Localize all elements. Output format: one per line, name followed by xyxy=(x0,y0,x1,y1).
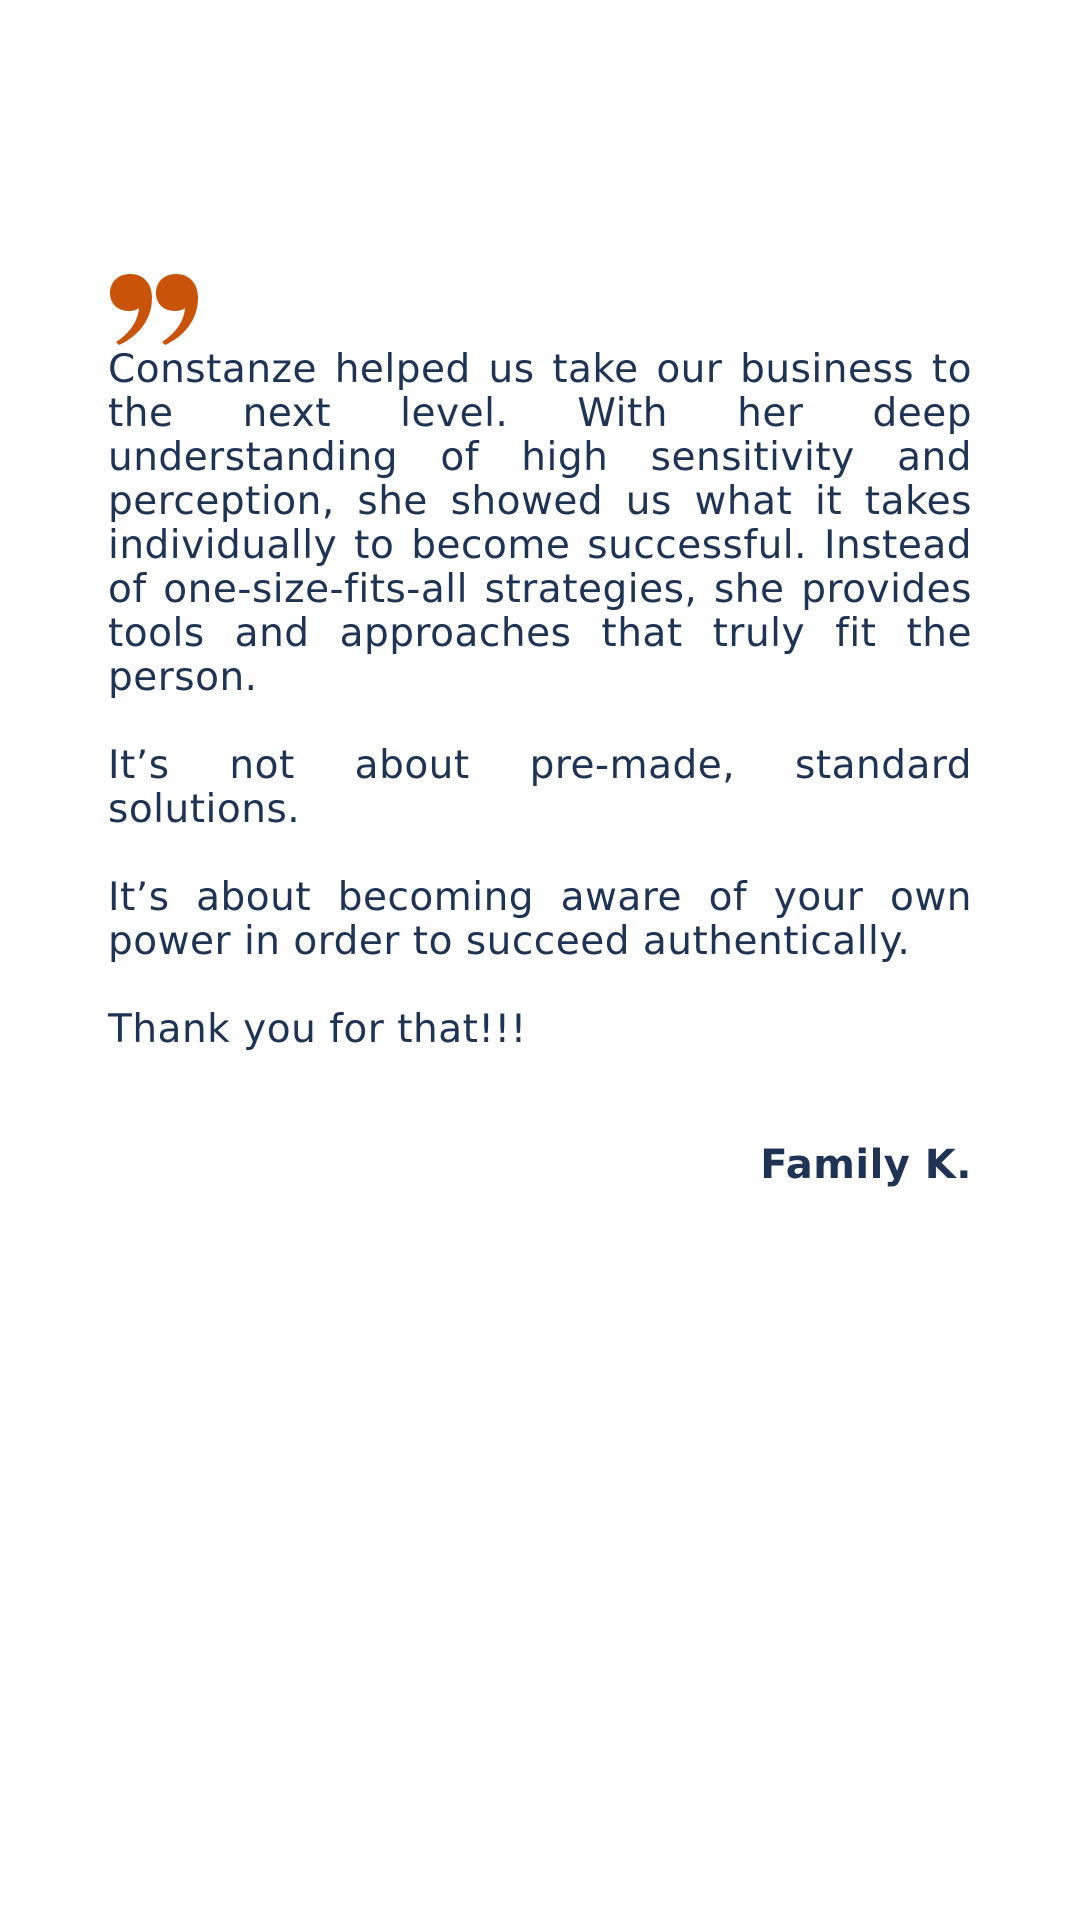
testimonial-card xyxy=(108,270,972,1190)
testimonial-paragraph-2: It’s not about pre-made, standard solutions. xyxy=(108,743,972,832)
closing-quotation-mark-icon xyxy=(108,270,200,346)
testimonial-paragraph-3: It’s about becoming aware of your own power in order to succeed authentically. xyxy=(108,875,972,964)
testimonial-paragraph-4: Thank you for that!!! xyxy=(108,1007,527,1052)
testimonial-author: Family K. xyxy=(760,1142,972,1188)
testimonial-paragraph-1: Constanze helped us take our business to the next level. With her deep understanding of high sensitivity and perception, she showed us what it takes individually to become successful. Instead of one-size-fits-all strategies, she provides tools and approaches that truly fit the person. xyxy=(108,347,972,700)
